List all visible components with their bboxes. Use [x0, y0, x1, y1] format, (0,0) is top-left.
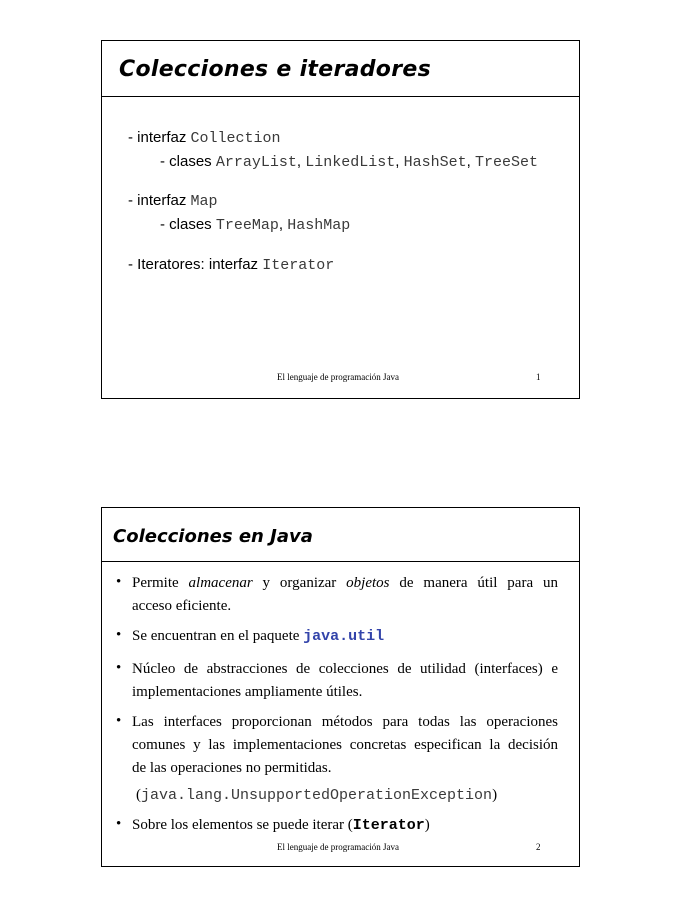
slide-2-title: Colecciones en Java [113, 526, 313, 547]
slide-2-title-bar [102, 508, 579, 562]
bullet-marker: • [116, 713, 122, 729]
slide-1-footer: El lenguaje de programación Java [277, 372, 399, 382]
bullet-marker: • [116, 816, 122, 832]
line-interfaz-map: - interfaz Map [128, 192, 218, 210]
bullet-4-line-1: Las interfaces proporcionan métodos para todas las operaciones [132, 714, 558, 730]
bullet-4-line-2: comunes y las implementaciones concretas especifican la decisión [132, 737, 558, 753]
bullet-marker: • [116, 660, 122, 676]
bullet-3-line-2: implementaciones ampliamente útiles. [132, 684, 363, 700]
slide-1-page-number: 1 [536, 372, 541, 382]
bullet-2: Se encuentran en el paquete java.util [132, 628, 385, 645]
bullet-3-line-1: Núcleo de abstracciones de colecciones de utilidad (interfaces) e [132, 661, 558, 677]
slide-1 [101, 40, 580, 399]
bullet-4-line-3: de las operaciones no permitidas. [132, 760, 332, 776]
slide-1-title: Colecciones e iteradores [119, 57, 431, 82]
slide-2 [101, 507, 580, 867]
line-clases-collection: - clases ArrayList, LinkedList, HashSet, TreeSet [160, 153, 538, 171]
line-clases-map: - clases TreeMap, HashMap [160, 216, 351, 234]
slide-2-page-number: 2 [536, 842, 541, 852]
bullet-1-line-1: Permite almacenar y organizar objetos de manera útil para un [132, 575, 558, 591]
line-interfaz-collection: - interfaz Collection [128, 129, 281, 147]
bullet-marker: • [116, 574, 122, 590]
bullet-5: Sobre los elementos se puede iterar (Iterator) [132, 817, 430, 834]
bullet-1-line-2: acceso eficiente. [132, 598, 232, 614]
slide-2-footer: El lenguaje de programación Java [277, 842, 399, 852]
exception-line: (java.lang.UnsupportedOperationException) [136, 787, 498, 804]
bullet-marker: • [116, 627, 122, 643]
slide-1-title-bar [102, 41, 579, 97]
line-iteratores: - Iteratores: interfaz Iterator [128, 256, 335, 274]
